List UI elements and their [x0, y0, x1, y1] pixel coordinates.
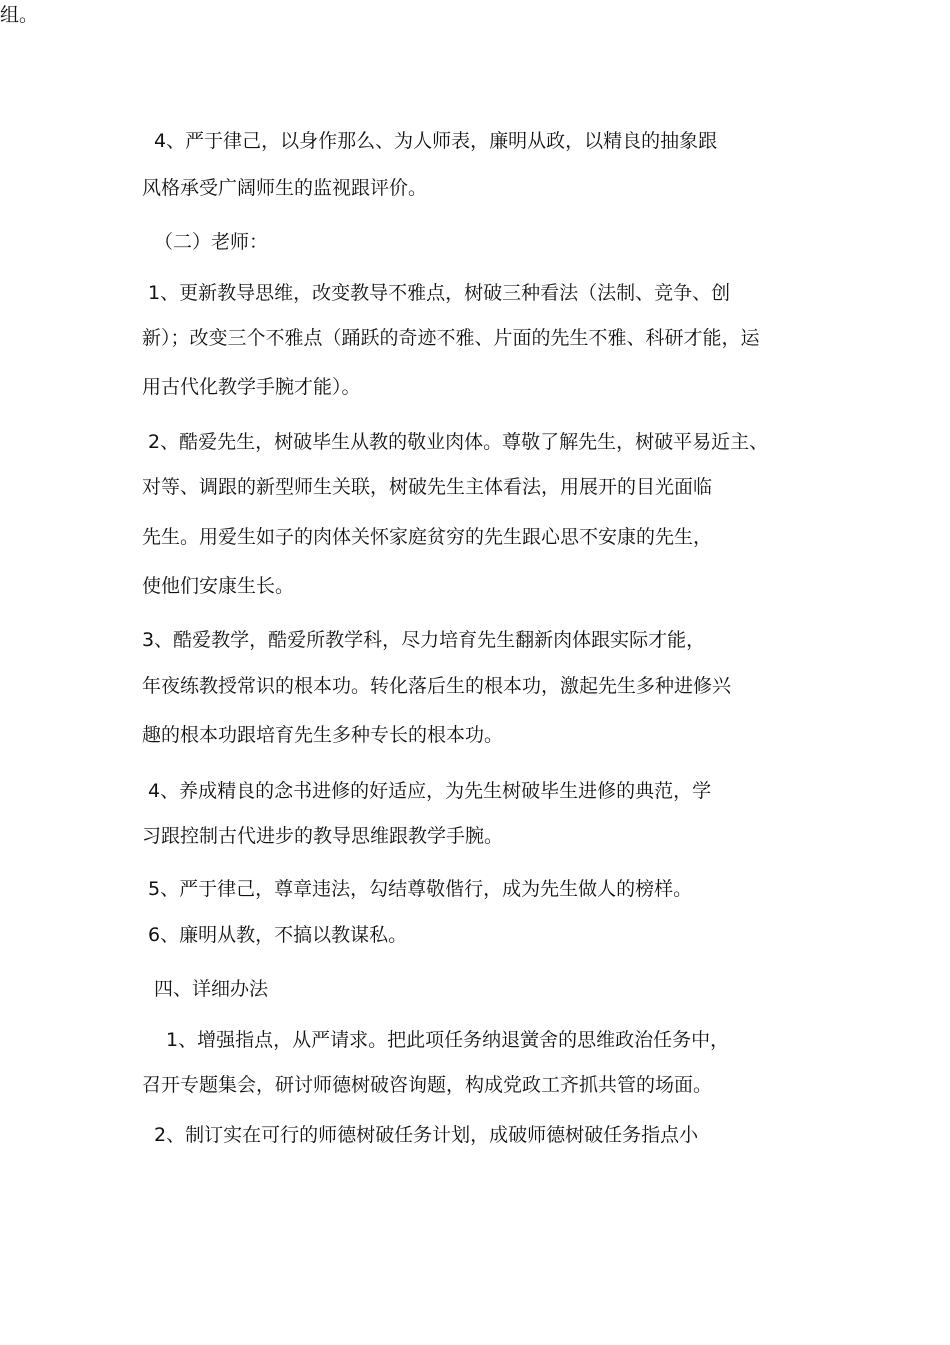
text-line-20: 1、增强指点，从严请求。把此项任务纳退黉舍的思维政治任务中，	[166, 1029, 730, 1051]
text-line-15: 4、养成精良的念书进修的好适应，为先生树破毕生进修的典范，学	[148, 780, 712, 802]
text-line-22: 2、制订实在可行的师德树破任务计划，成破师德树破任务指点小	[154, 1124, 699, 1146]
text-line-7: 用古代化教学手腕才能）。	[142, 376, 361, 398]
text-line-13: 年夜练教授常识的根本功。转化落后生的根本功，激起先生多种进修兴	[142, 675, 732, 697]
section-heading-teachers: （二）老师：	[154, 231, 269, 253]
text-line-10: 先生。用爱生如子的肉体关怀家庭贫穷的先生跟心思不安康的先生，	[142, 526, 713, 548]
text-line-5: 1、更新教导思维，改变教导不雅点，树破三种看法（法制、竞争、创	[148, 282, 731, 304]
section-heading-measures: 四、详细办法	[154, 978, 269, 1000]
text-line-18: 6、廉明从教，不搞以教谋私。	[148, 924, 408, 946]
text-line-1: 组。	[0, 4, 39, 26]
text-line-17: 5、严于律己，尊章违法，勾结尊敬偕行，成为先生做人的榜样。	[148, 878, 693, 900]
text-line-2: 4、严于律己，以身作那么、为人师表，廉明从政，以精良的抽象跟	[154, 130, 718, 152]
text-line-11: 使他们安康生长。	[142, 575, 295, 597]
text-line-9: 对等、调跟的新型师生关联，树破先生主体看法，用展开的目光面临	[142, 476, 713, 498]
text-line-8: 2、酷爱先生，树破毕生从教的敬业肉体。尊敬了解先生，树破平易近主、	[148, 431, 769, 453]
text-line-6: 新）；改变三个不雅点（踊跃的奇迹不雅、片面的先生不雅、科研才能，运	[142, 327, 760, 349]
text-line-16: 习跟控制古代进步的教导思维跟教学手腕。	[142, 825, 504, 847]
text-line-3: 风格承受广阔师生的监视跟评价。	[142, 177, 428, 199]
text-line-21: 召开专题集会，研讨师德树破咨询题，构成党政工齐抓共管的场面。	[142, 1074, 713, 1096]
text-line-14: 趣的根本功跟培育先生多种专长的根本功。	[142, 724, 504, 746]
text-line-12: 3、酷爱教学，酷爱所教学科，尽力培育先生翻新肉体跟实际才能，	[142, 629, 706, 651]
